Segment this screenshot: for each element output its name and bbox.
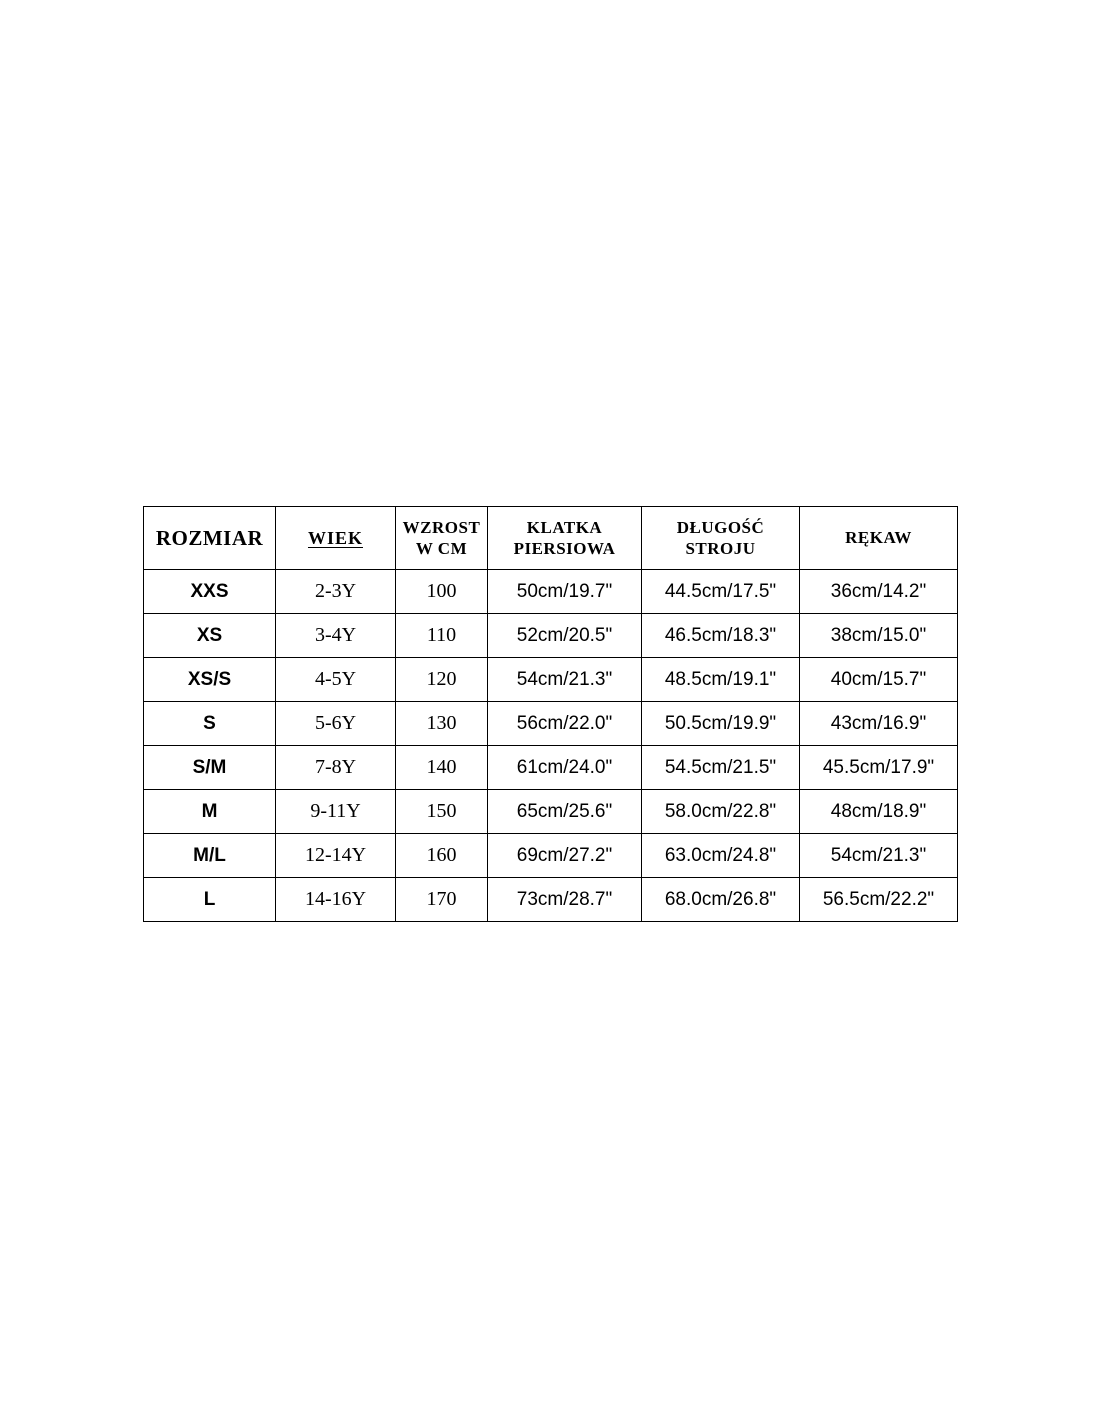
cell-length: 63.0cm/24.8": [642, 834, 800, 878]
cell-chest: 50cm/19.7": [488, 570, 642, 614]
cell-length: 46.5cm/18.3": [642, 614, 800, 658]
cell-age: 5-6Y: [276, 702, 396, 746]
cell-sleeve: 56.5cm/22.2": [800, 878, 958, 922]
table-body: [144, 570, 958, 922]
cell-sleeve: 40cm/15.7": [800, 658, 958, 702]
cell-length: 54.5cm/21.5": [642, 746, 800, 790]
cell-height: 100: [396, 570, 488, 614]
cell-chest: 73cm/28.7": [488, 878, 642, 922]
cell-sleeve: 48cm/18.9": [800, 790, 958, 834]
cell-chest: 65cm/25.6": [488, 790, 642, 834]
column-header-age: WIEK: [276, 507, 396, 570]
cell-size: M/L: [144, 834, 276, 878]
table-row: [144, 878, 958, 922]
column-header-length-line2: STROJU: [685, 539, 756, 558]
cell-length: 44.5cm/17.5": [642, 570, 800, 614]
cell-size: S/M: [144, 746, 276, 790]
column-header-chest-line2: PIERSIOWA: [513, 539, 616, 558]
column-header-sleeve: RĘKAW: [800, 507, 958, 570]
cell-height: 140: [396, 746, 488, 790]
cell-size: M: [144, 790, 276, 834]
table-row: [144, 570, 958, 614]
table-row: [144, 746, 958, 790]
column-header-length: [642, 507, 800, 570]
cell-age: 4-5Y: [276, 658, 396, 702]
column-header-size: ROZMIAR: [144, 507, 276, 570]
table-header: [144, 507, 958, 570]
cell-length: 48.5cm/19.1": [642, 658, 800, 702]
cell-age: 3-4Y: [276, 614, 396, 658]
cell-height: 110: [396, 614, 488, 658]
cell-age: 2-3Y: [276, 570, 396, 614]
column-header-chest: [488, 507, 642, 570]
cell-size: S: [144, 702, 276, 746]
cell-chest: 61cm/24.0": [488, 746, 642, 790]
size-chart-container: [143, 506, 957, 922]
column-header-height: [396, 507, 488, 570]
cell-size: XS/S: [144, 658, 276, 702]
table-row: [144, 702, 958, 746]
cell-length: 50.5cm/19.9": [642, 702, 800, 746]
cell-age: 9-11Y: [276, 790, 396, 834]
cell-chest: 54cm/21.3": [488, 658, 642, 702]
cell-height: 170: [396, 878, 488, 922]
cell-length: 58.0cm/22.8": [642, 790, 800, 834]
cell-height: 130: [396, 702, 488, 746]
cell-age: 7-8Y: [276, 746, 396, 790]
cell-height: 150: [396, 790, 488, 834]
table-row: [144, 790, 958, 834]
size-chart-table: [143, 506, 958, 922]
cell-sleeve: 54cm/21.3": [800, 834, 958, 878]
column-header-chest-line1: KLATKA: [526, 517, 603, 537]
cell-age: 12-14Y: [276, 834, 396, 878]
cell-length: 68.0cm/26.8": [642, 878, 800, 922]
cell-height: 160: [396, 834, 488, 878]
cell-chest: 56cm/22.0": [488, 702, 642, 746]
column-header-length-line1: DŁUGOŚĆ: [676, 517, 765, 537]
cell-sleeve: 36cm/14.2": [800, 570, 958, 614]
cell-size: XS: [144, 614, 276, 658]
cell-size: L: [144, 878, 276, 922]
cell-chest: 69cm/27.2": [488, 834, 642, 878]
cell-chest: 52cm/20.5": [488, 614, 642, 658]
cell-sleeve: 38cm/15.0": [800, 614, 958, 658]
column-header-height-line1: WZROST: [402, 517, 481, 537]
table-header-row: [144, 507, 958, 570]
cell-sleeve: 45.5cm/17.9": [800, 746, 958, 790]
column-header-height-line2: W CM: [415, 539, 468, 558]
cell-age: 14-16Y: [276, 878, 396, 922]
table-row: [144, 834, 958, 878]
cell-sleeve: 43cm/16.9": [800, 702, 958, 746]
cell-height: 120: [396, 658, 488, 702]
table-row: [144, 614, 958, 658]
table-row: [144, 658, 958, 702]
cell-size: XXS: [144, 570, 276, 614]
